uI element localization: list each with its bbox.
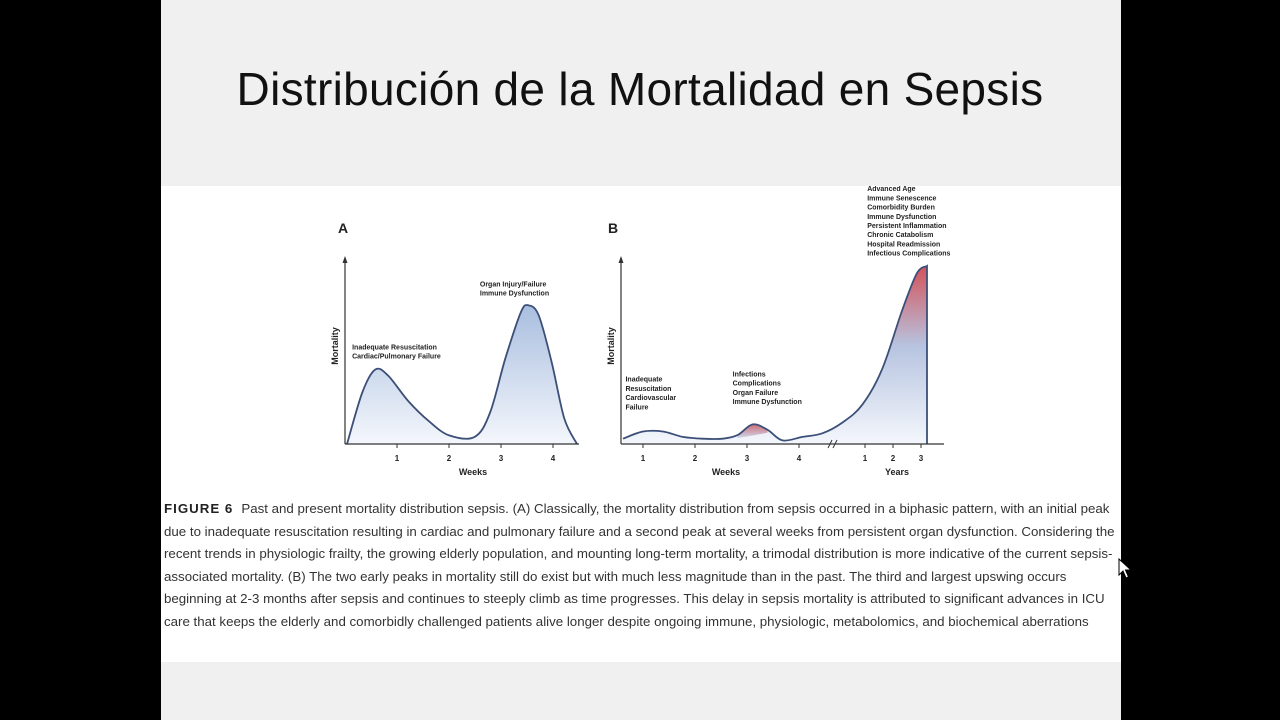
panel-b-annotation-0-line-2: Cardiovascular: [625, 395, 677, 403]
panel-b-y-arrow: [619, 256, 624, 263]
panel-b-y-label: Mortality: [606, 327, 616, 365]
panel-b-annotation-2-line-1: Immune Senescence: [867, 195, 937, 203]
panel-b-letter: B: [608, 220, 619, 236]
panel-b-year-tick-label-1: 1: [862, 454, 868, 463]
slide-title: Distribución de la Mortalidad en Sepsis: [236, 63, 1044, 115]
panel-a-tick-label-2: 2: [446, 454, 452, 463]
panel-b-week-tick-label-4: 4: [796, 454, 802, 463]
panel-a-annotation-0-line-1: Cardiac/Pulmonary Failure: [352, 353, 441, 361]
panel-b-area: [623, 266, 927, 444]
panel-b-year-tick-label-3: 3: [918, 454, 924, 463]
panel-b-week-tick-label-3: 3: [744, 454, 750, 463]
panel-b-week-tick-label-2: 2: [692, 454, 698, 463]
panel-b-x-label-weeks: Weeks: [711, 467, 741, 477]
panel-a-x-label: Weeks: [458, 467, 488, 477]
panel-b-annotation-0-line-3: Failure: [625, 404, 649, 412]
panel-b-annotation-0-line-1: Resuscitation: [625, 385, 672, 393]
panel-b-annotation-2-line-6: Hospital Readmission: [867, 241, 941, 249]
panel-b-annotation-2-line-0: Advanced Age: [867, 186, 916, 194]
panel-b-annotation-2-line-7: Infectious Complications: [867, 250, 951, 258]
figure-caption-text: Past and present mortality distribution sepsis. (A) Classically, the mortality distribution from sepsis occurred in a biphasic pattern, with an initial peak due to inadequate resuscitation resulting in cardiac and pulmonary failure and a second peak at several weeks from persistent organ dysfunction. Considering the recent trends in physiologic frailty, the growing elderly population, and mounting long-term mortality, a trimodal distribution is more indicative of the current sepsis-associated mortality. (B) The two early peaks in mortality still do exist but with much less magnitude than in the past. The third and largest upswing occurs beginning at 2-3 months after sepsis and continues to steeply climb as time progresses. This delay in sepsis mortality is attributed to significant advances in ICU care that keeps the elderly and comorbidly challenged patients alive longer despite ongoing immune, physiologic, metabolomics, and biochemical aberrations: [164, 501, 1115, 629]
panel-a-annotation-1-line-1: Immune Dysfunction: [479, 290, 550, 298]
slide: [161, 0, 1121, 720]
panel-a-x-ticks: [395, 444, 556, 463]
panel-b-annotation-0-line-0: Inadequate: [625, 376, 663, 384]
panel-b: [606, 186, 951, 477]
panel-a-annotation-1-line-0: Organ Injury/Failure: [479, 281, 547, 289]
panel-b-annotation-1-line-1: Complications: [732, 380, 781, 388]
panel-b-annotation-1-line-3: Immune Dysfunction: [732, 398, 802, 406]
panel-b-annotation-2-line-5: Chronic Catabolism: [867, 232, 934, 240]
panel-a-letter: A: [338, 220, 349, 236]
mortality-distribution-chart: [161, 186, 1121, 486]
figure-label: FIGURE 6: [164, 501, 234, 516]
panel-b-annotation-2-line-3: Immune Dysfunction: [867, 213, 937, 221]
figure-caption: [164, 498, 1119, 634]
panel-b-x-ticks: [641, 444, 924, 463]
panel-b-annotation-1-line-0: Infections: [732, 371, 766, 379]
panel-b-x-label-years: Years: [884, 467, 910, 477]
panel-a-tick-label-4: 4: [550, 454, 556, 463]
panel-b-year-tick-label-2: 2: [890, 454, 896, 463]
panel-a-annotation-0-line-0: Inadequate Resuscitation: [352, 344, 437, 352]
panel-b-annotation-2-line-2: Comorbidity Burden: [867, 204, 935, 212]
panel-a: [330, 220, 579, 477]
panel-a-y-label: Mortality: [330, 327, 340, 365]
figure-panel: [161, 186, 1121, 662]
panel-b-annotation-1-line-2: Organ Failure: [732, 389, 779, 397]
panel-b-week-tick-label-1: 1: [640, 454, 646, 463]
panel-a-tick-label-1: 1: [394, 454, 400, 463]
panel-a-y-arrow: [343, 256, 348, 263]
panel-b-annotation-2-line-4: Persistent Inflammation: [867, 223, 947, 231]
mouse-cursor-icon: [1118, 558, 1132, 580]
panel-a-tick-label-3: 3: [498, 454, 504, 463]
